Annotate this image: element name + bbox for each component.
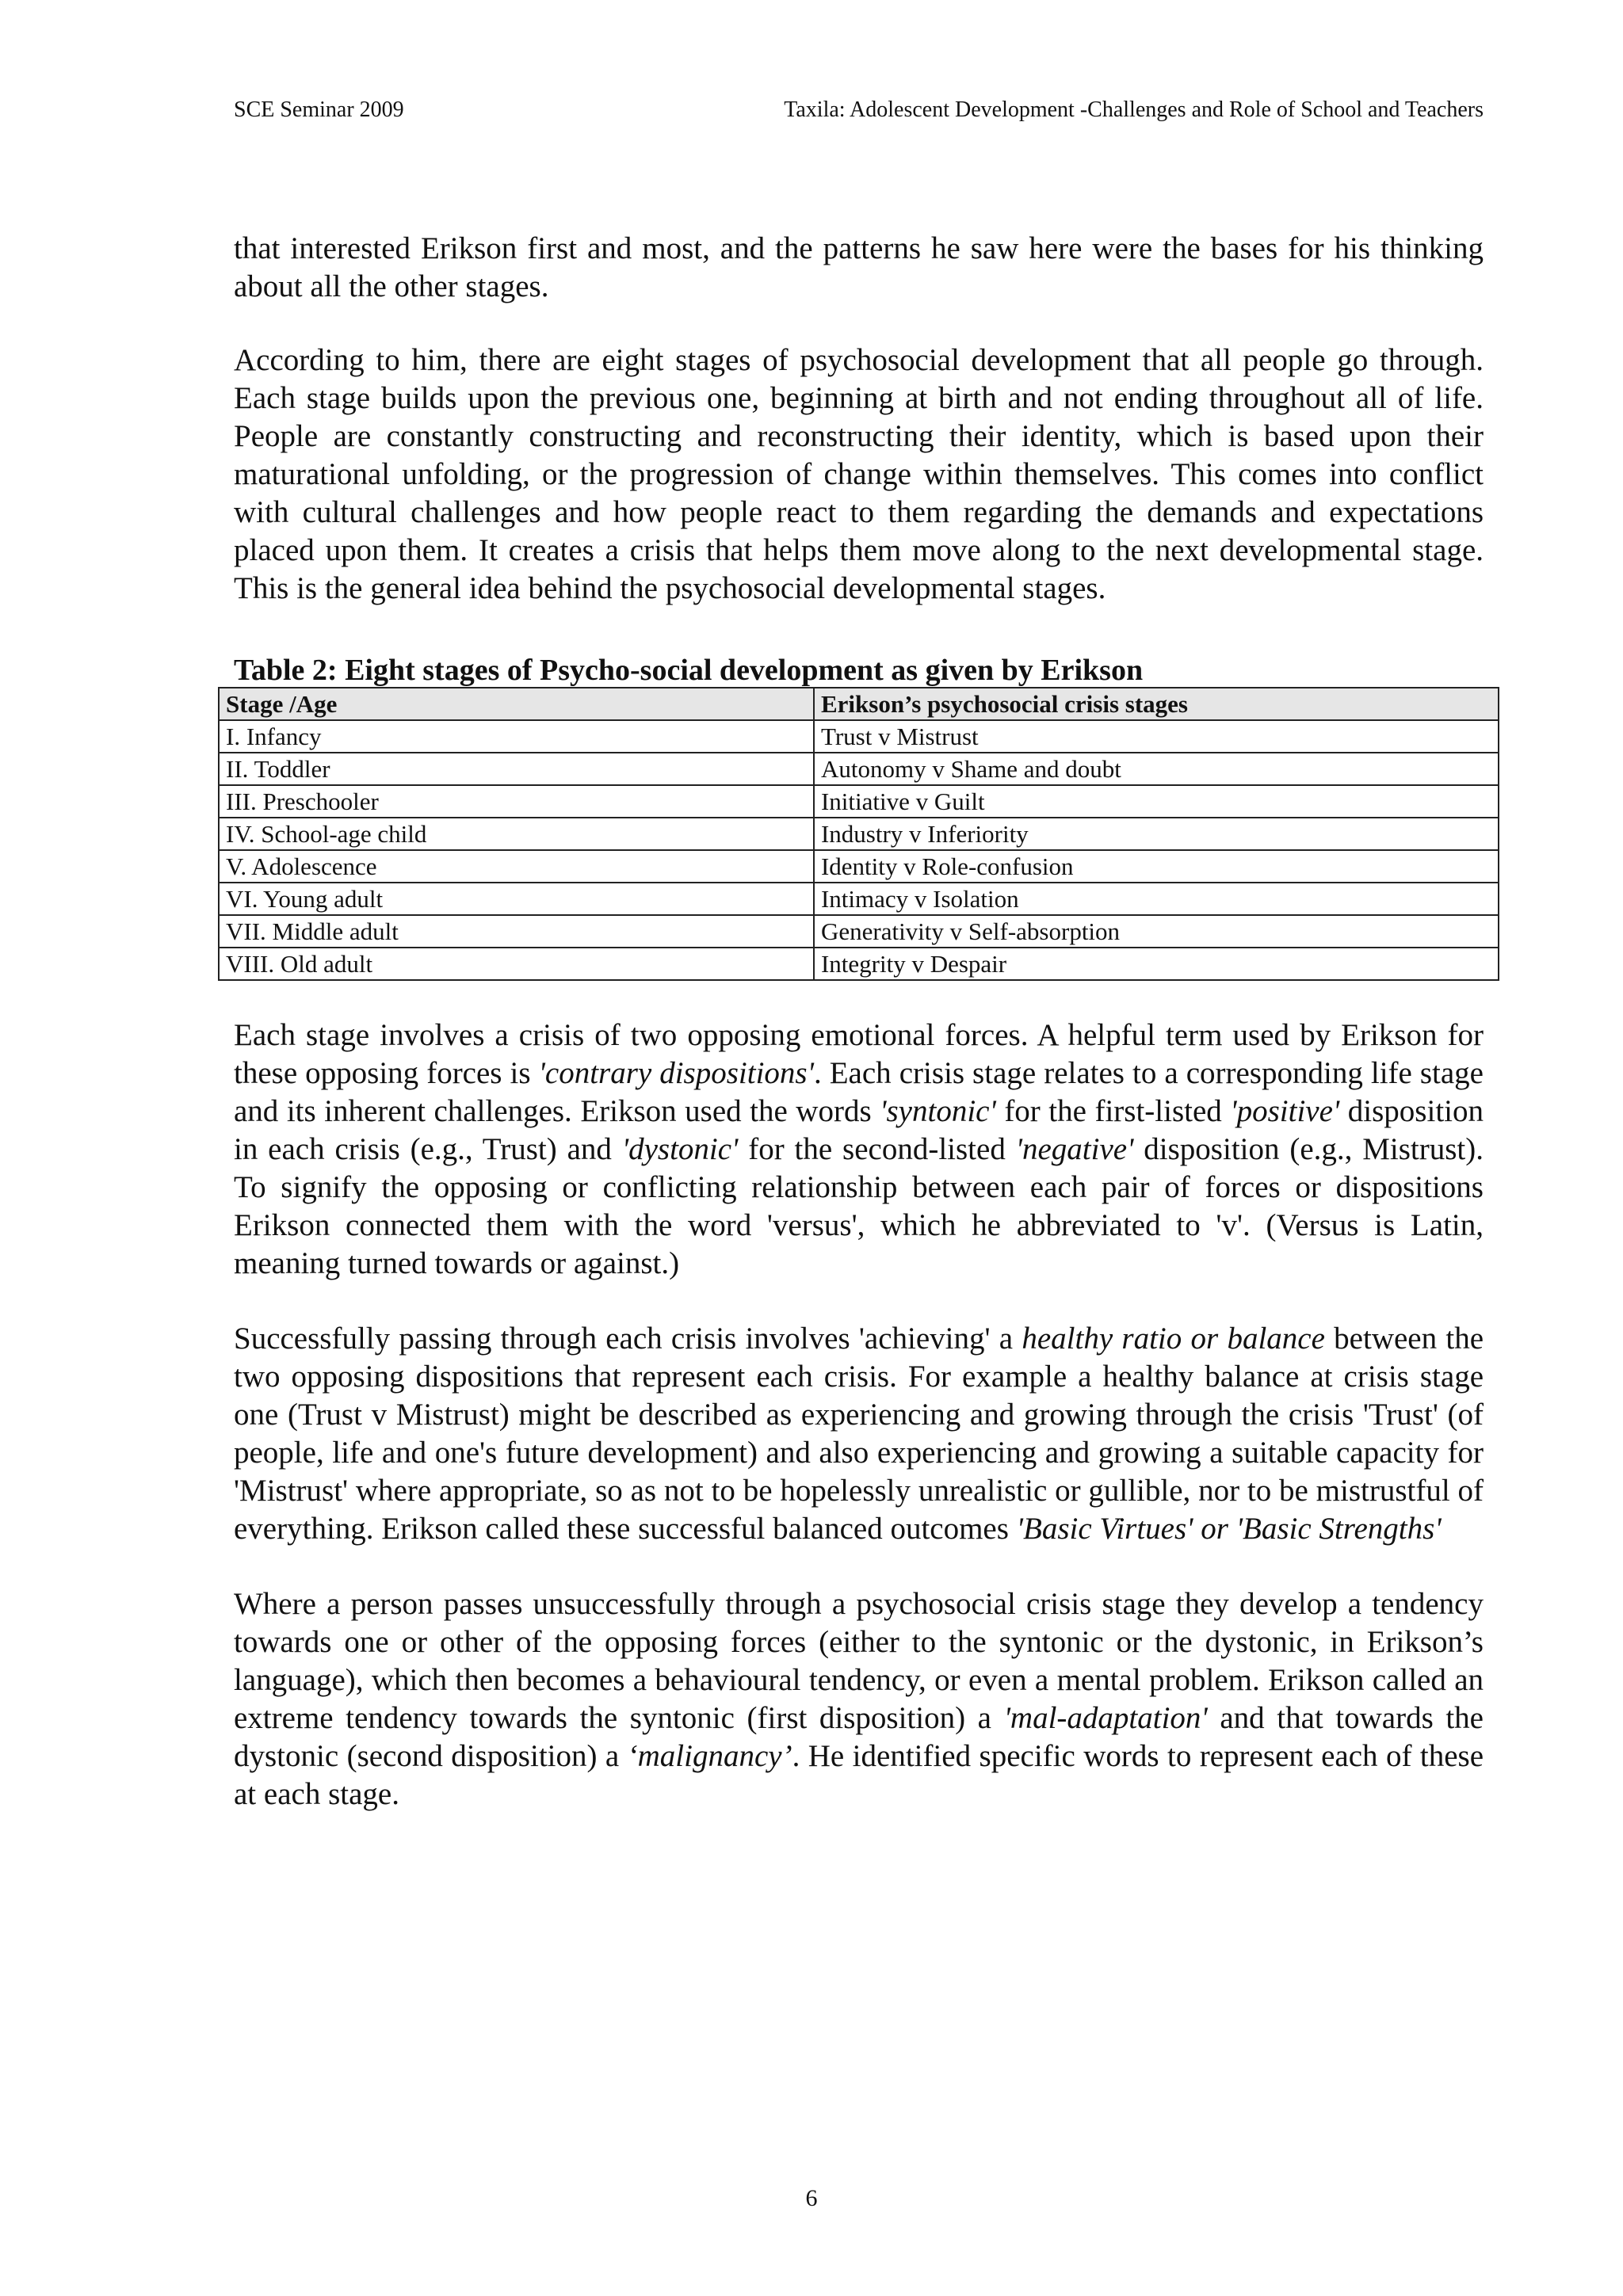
table-row — [219, 818, 1499, 850]
crisis-cell: Initiative v Guilt — [814, 785, 1499, 818]
table-row — [219, 883, 1499, 915]
table-header-row — [219, 688, 1499, 720]
table-row — [219, 720, 1499, 753]
stage-cell: III. Preschooler — [219, 785, 814, 818]
p3-italic-positive: 'positive' — [1230, 1094, 1340, 1128]
p3-text-5: for the second-listed — [738, 1132, 1016, 1166]
p3-text-2: . Each crisis stage relates to a corresponding life stage and its inherent challenges. Erikson used the words — [234, 1056, 1484, 1128]
table-row — [219, 753, 1499, 785]
page-content — [226, 230, 1484, 1851]
crisis-cell: Identity v Role-confusion — [814, 850, 1499, 883]
p3-text-4: disposition in each crisis (e.g., Trust) and — [234, 1094, 1484, 1166]
paragraph-2: According to him, there are eight stages of psychosocial development that all people go through. Each stage builds upon the previous one, beginning at birth and not ending throughout all of life. People are constantly constructing and reconstructing their identity, which is based upon their maturational unfolding, or the progression of change within themselves. This comes into conflict with cultural challenges and how people react to them regarding the demands and expectations placed upon them. It creates a crisis that helps them move along to the next developmental stage. This is the general idea behind the psychosocial developmental stages. — [234, 343, 1484, 605]
table-caption: Table 2: Eight stages of Psycho-social development as given by Erikson — [234, 654, 1144, 687]
crisis-cell: Generativity v Self-absorption — [814, 915, 1499, 948]
column-header-crisis: Erikson’s psychosocial crisis stages — [814, 688, 1499, 720]
p4-italic-healthy-ratio: healthy ratio or balance — [1022, 1322, 1325, 1356]
stage-cell: VIII. Old adult — [219, 948, 814, 980]
page-number: 6 — [805, 2185, 818, 2211]
p3-italic-syntonic: 'syntonic' — [880, 1094, 996, 1128]
p5-italic-malignancy: ‘malignancy’ — [627, 1739, 792, 1773]
table-row — [219, 785, 1499, 818]
crisis-cell: Integrity v Despair — [814, 948, 1499, 980]
header-right-text: Taxila: Adolescent Development -Challenges and Role of School and Teachers — [784, 97, 1484, 122]
crisis-cell: Intimacy v Isolation — [814, 883, 1499, 915]
p4-text-2: between the two opposing dispositions that represent each crisis. For example a healthy balance at crisis stage one (Trust v Mistrust) might be described as experiencing and growing through the crisis 'Trust' (of people, life and one's future development) and also experiencing and growing a suitable capacity for 'Mistrust' where appropriate, so as not to be hopelessly unrealistic or gullible, nor to be mistrustful of everything. Erikson called these successful balanced outcomes — [234, 1322, 1484, 1546]
p3-italic-negative: 'negative' — [1015, 1132, 1134, 1166]
table-row — [219, 850, 1499, 883]
p5-text-2: and that towards the dystonic (second disposition) a — [234, 1701, 1484, 1773]
crisis-cell: Trust v Mistrust — [814, 720, 1499, 753]
p5-italic-mal-adaptation: 'mal-adaptation' — [1003, 1701, 1208, 1735]
table-row — [219, 948, 1499, 980]
p3-italic-dystonic: 'dystonic' — [621, 1132, 739, 1166]
p3-text-6: disposition (e.g., Mistrust). To signify the opposing or conflicting relationship between each pair of forces or dispositions Erikson connected them with the word 'versus', which he abbreviated to 'v'. (Versus is Latin, meaning turned towards or against.) — [234, 1132, 1484, 1280]
column-header-stage: Stage /Age — [219, 688, 814, 720]
stage-cell: I. Infancy — [219, 720, 814, 753]
crisis-cell: Autonomy v Shame and doubt — [814, 753, 1499, 785]
stage-cell: VI. Young adult — [219, 883, 814, 915]
header-left-text: SCE Seminar 2009 — [234, 97, 404, 122]
paragraph-4 — [234, 1320, 1484, 1548]
p3-text-3: for the first-listed — [995, 1094, 1231, 1128]
running-header — [234, 97, 1484, 124]
p3-text-1: Each stage involves a crisis of two opposing emotional forces. A helpful term used by Erikson for these opposing forces is — [234, 1018, 1484, 1090]
paragraph-5 — [234, 1585, 1484, 1814]
crisis-cell: Industry v Inferiority — [814, 818, 1499, 850]
stage-cell: VII. Middle adult — [219, 915, 814, 948]
p3-italic-contrary-dispositions: 'contrary dispositions' — [538, 1056, 814, 1090]
p4-text-1: Successfully passing through each crisis involves 'achieving' a — [234, 1322, 1022, 1356]
stage-cell: IV. School-age child — [219, 818, 814, 850]
paragraph-1: that interested Erikson first and most, and the patterns he saw here were the bases for his thinking about all the other stages. — [234, 231, 1484, 303]
paragraph-3 — [234, 1016, 1484, 1283]
erikson-stages-table — [218, 687, 1499, 981]
p5-text-3: . He identified specific words to represent each of these at each stage. — [234, 1739, 1484, 1811]
p5-text-1: Where a person passes unsuccessfully through a psychosocial crisis stage they develop a tendency towards one or other of the opposing forces (either to the syntonic or the dystonic, in Erikson’s language), which then becomes a behavioural tendency, or even a mental problem. Erikson called an extreme tendency towards the syntonic (first disposition) a — [234, 1587, 1484, 1735]
table-row — [219, 915, 1499, 948]
table-wrapper — [218, 687, 1499, 981]
p4-italic-basic-virtues: 'Basic Virtues' or 'Basic Strengths' — [1016, 1512, 1442, 1546]
stage-cell: V. Adolescence — [219, 850, 814, 883]
stage-cell: II. Toddler — [219, 753, 814, 785]
